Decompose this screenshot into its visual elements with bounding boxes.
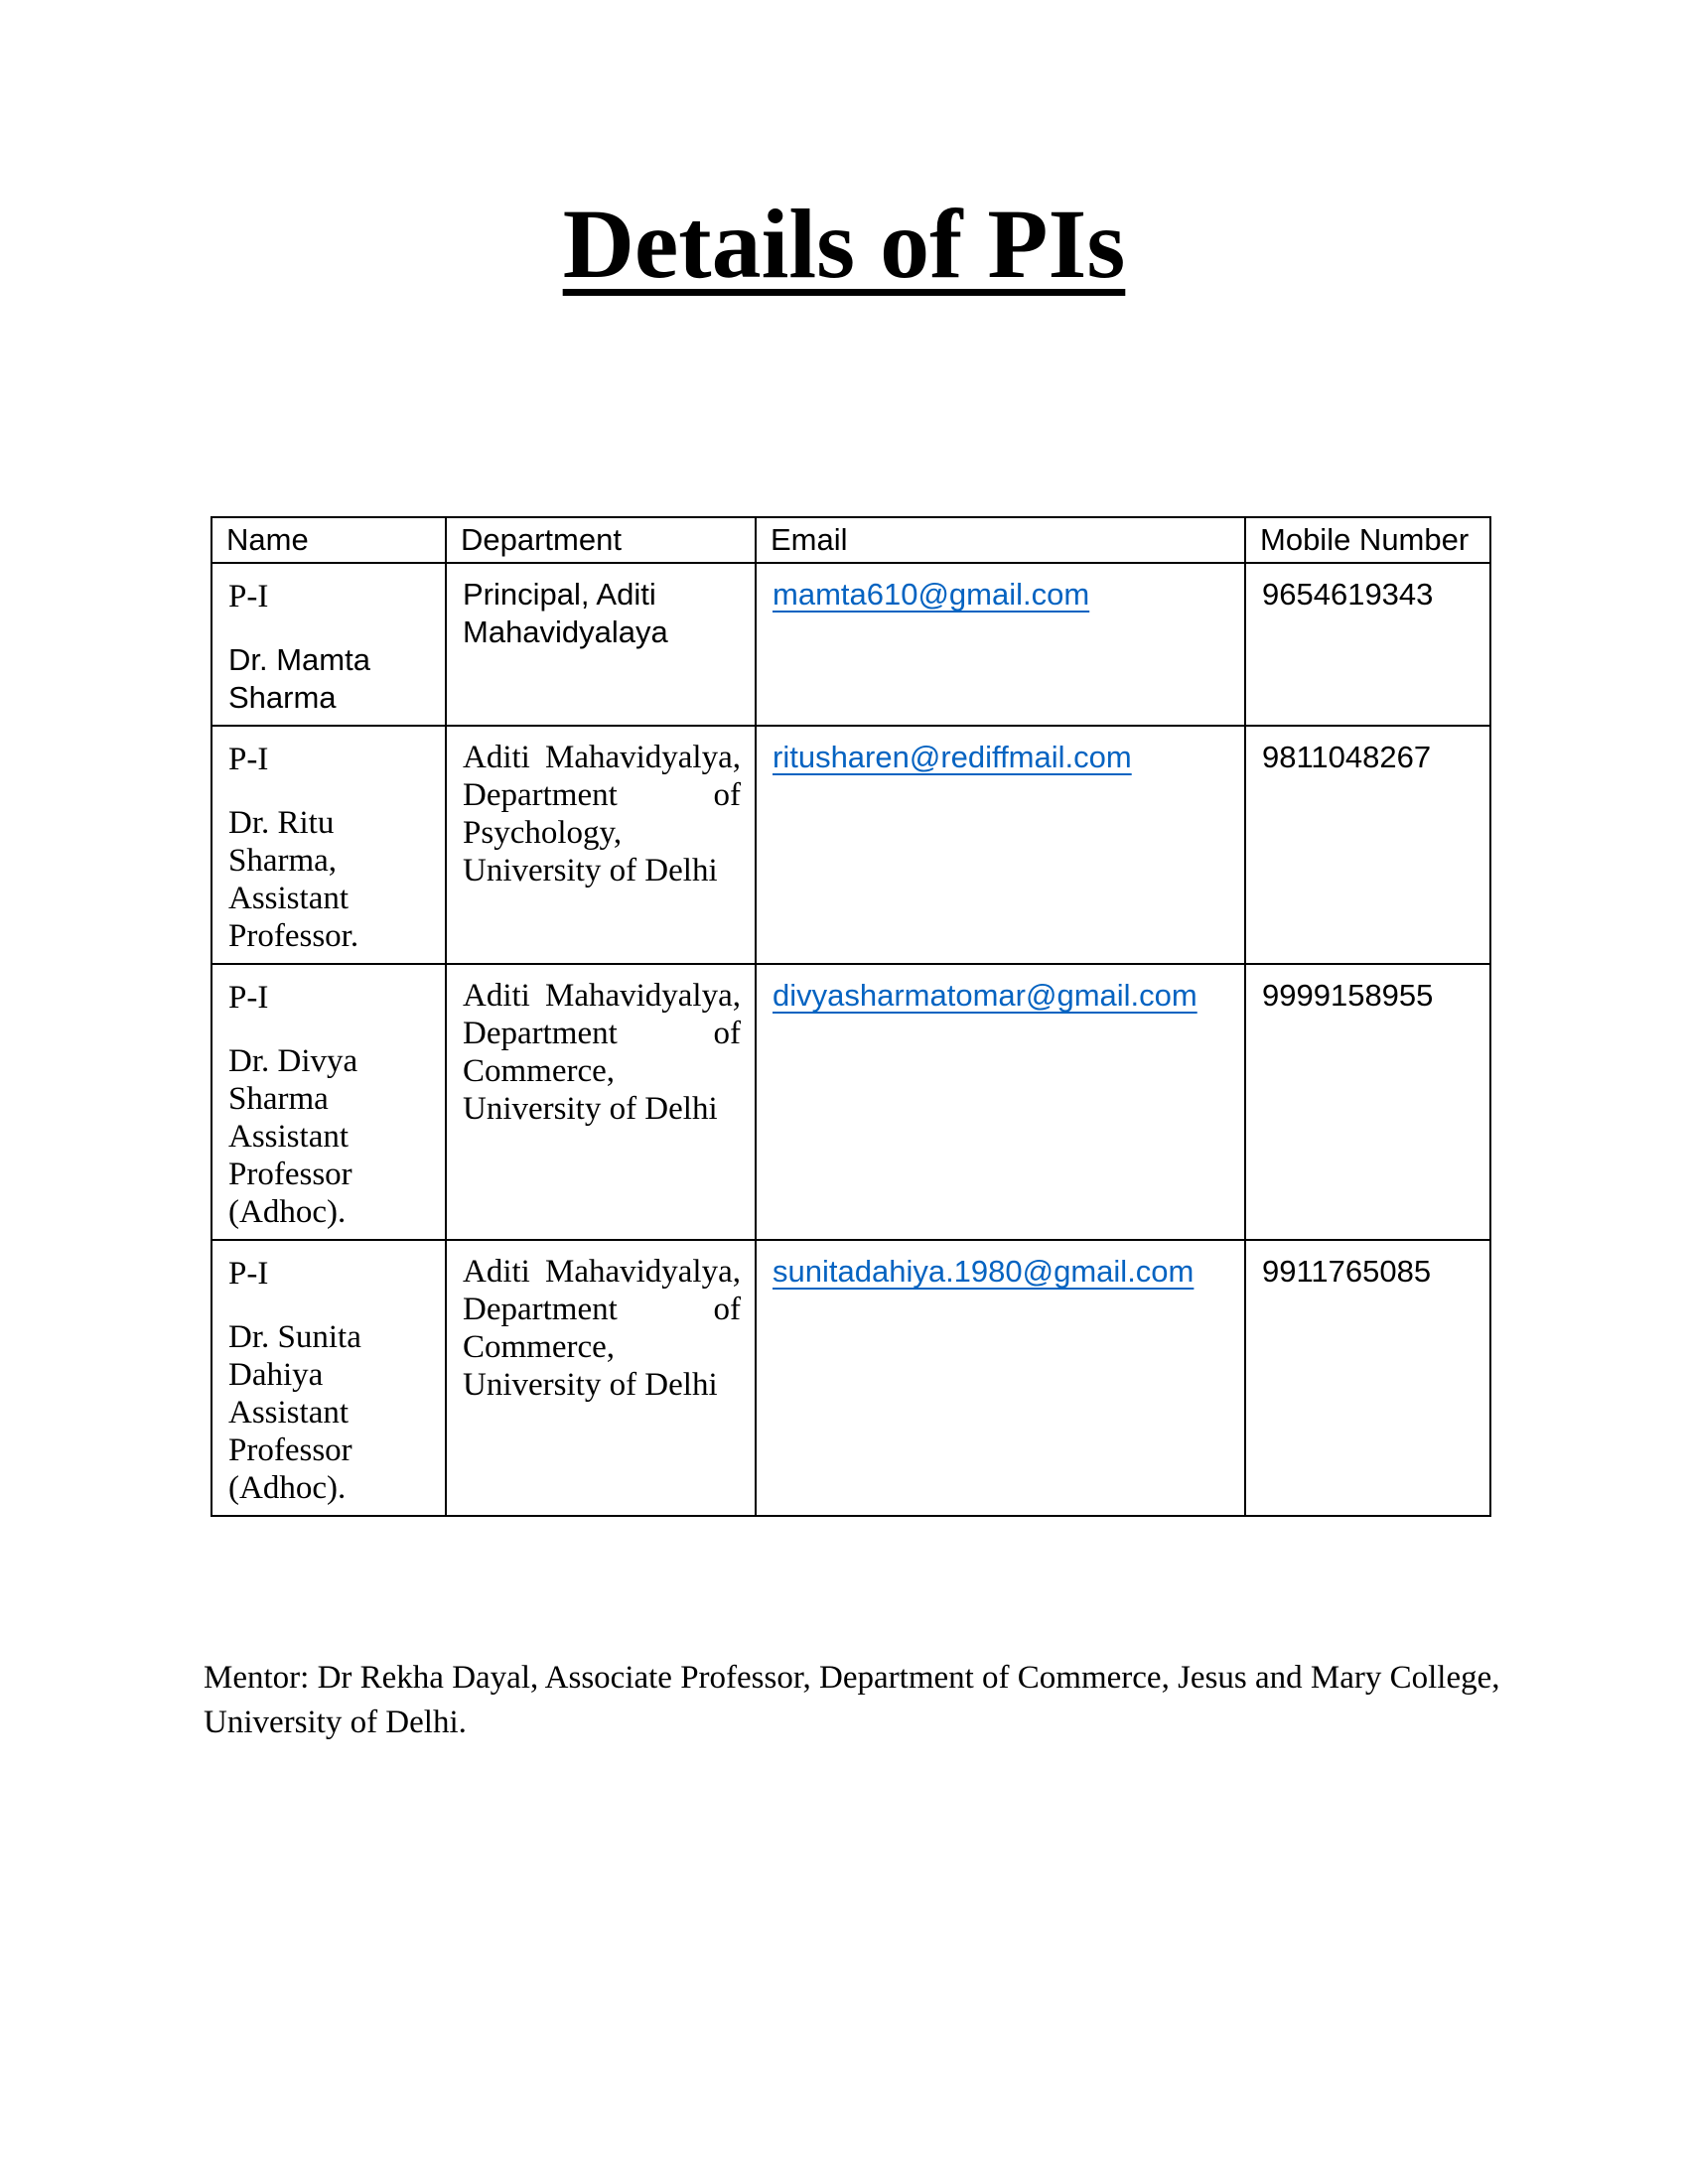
table-header-row [211, 517, 1490, 563]
cell-mobile-number [1245, 726, 1490, 964]
cell-mobile-number [1245, 563, 1490, 726]
cell-name [211, 726, 446, 964]
pi-role-label: P-I [228, 980, 269, 1016]
cell-email [756, 1240, 1245, 1516]
pi-role-label: P-I [228, 742, 269, 777]
page-title: Details of PIs [562, 189, 1126, 299]
pi-role-label: P-I [228, 1256, 269, 1292]
pi-name-text: Dr. Divya Sharma Assistant Professor (Adhoc). [228, 1043, 358, 1230]
cell-department [446, 726, 756, 964]
cell-mobile-number [1245, 964, 1490, 1240]
table-row [211, 1240, 1490, 1516]
column-header-name: Name [211, 517, 446, 563]
cell-name [211, 1240, 446, 1516]
cell-department [446, 563, 756, 726]
email-link[interactable]: divyasharmatomar@gmail.com [773, 978, 1197, 1013]
column-header-department: Department [446, 517, 756, 563]
cell-mobile-number [1245, 1240, 1490, 1516]
pi-details-table [211, 516, 1491, 1517]
cell-name [211, 563, 446, 726]
pi-name-text: Dr. Sunita Dahiya Assistant Professor (Adhoc). [228, 1319, 361, 1506]
department-text: Aditi Mahavidyalya, Department of Psychology, University of Delhi [463, 740, 741, 888]
mobile-number-text: 9999158955 [1262, 978, 1434, 1013]
pi-role-label: P-I [228, 579, 269, 614]
mentor-note: Mentor: Dr Rekha Dayal, Associate Professor, Department of Commerce, Jesus and Mary College, University of Delhi. [204, 1660, 1500, 1740]
table-row [211, 726, 1490, 964]
table-row [211, 964, 1490, 1240]
cell-email [756, 964, 1245, 1240]
cell-email [756, 563, 1245, 726]
cell-name [211, 964, 446, 1240]
mobile-number-text: 9654619343 [1262, 577, 1434, 612]
pi-name-text: Dr. Ritu Sharma, Assistant Professor. [228, 805, 359, 954]
department-text: Aditi Mahavidyalya, Department of Commerce, University of Delhi [463, 1254, 741, 1403]
email-link[interactable]: mamta610@gmail.com [773, 577, 1090, 612]
cell-department [446, 964, 756, 1240]
pi-name-text: Dr. Mamta Sharma [228, 642, 370, 715]
department-text: Aditi Mahavidyalya, Department of Commerce, University of Delhi [463, 978, 741, 1127]
column-header-email: Email [756, 517, 1245, 563]
email-link[interactable]: ritusharen@rediffmail.com [773, 740, 1132, 774]
column-header-mobile-number: Mobile Number [1245, 517, 1490, 563]
table-row [211, 563, 1490, 726]
mobile-number-text: 9911765085 [1262, 1254, 1432, 1289]
mobile-number-text: 9811048267 [1262, 740, 1432, 774]
department-text: Principal, Aditi Mahavidyalaya [463, 577, 668, 649]
cell-department [446, 1240, 756, 1516]
cell-email [756, 726, 1245, 964]
email-link[interactable]: sunitadahiya.1980@gmail.com [773, 1254, 1195, 1289]
